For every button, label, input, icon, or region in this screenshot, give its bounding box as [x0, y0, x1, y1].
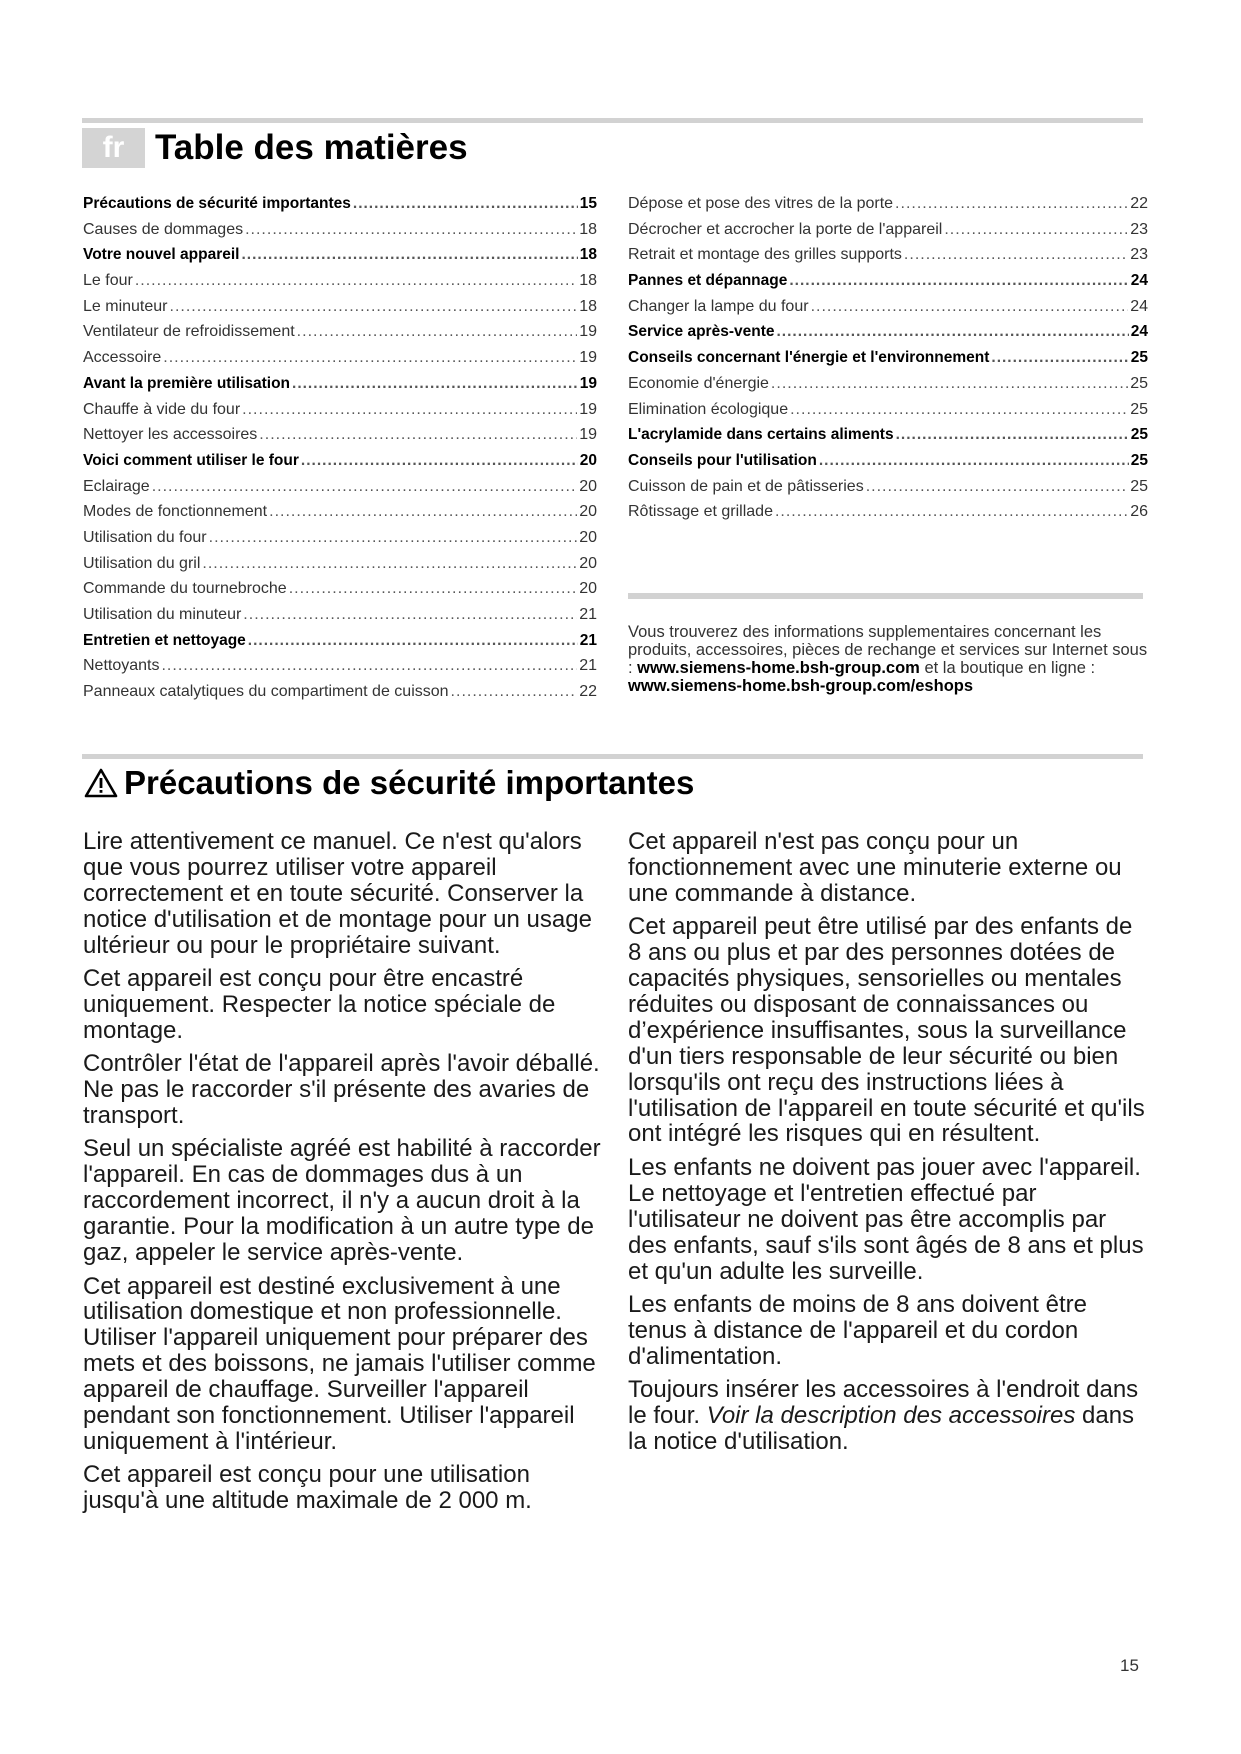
- toc-entry-page: 21: [579, 657, 597, 675]
- toc-leader-dots: [904, 246, 1128, 264]
- toc-entry-label: Nettoyer les accessoires: [83, 426, 258, 444]
- toc-entry-label: Panneaux catalytiques du compartiment de cuisson: [83, 683, 449, 701]
- toc-leader-dots: [269, 503, 577, 521]
- toc-entry[interactable]: [83, 221, 597, 247]
- toc-entry-page: 19: [579, 374, 597, 392]
- toc-entry-page: 25: [1130, 400, 1148, 418]
- toc-entry-page: 20: [579, 528, 597, 546]
- safety-paragraph: Les enfants de moins de 8 ans doivent être tenus à distance de l'appareil et du cordon d'alimentation.: [628, 1290, 1087, 1370]
- toc-entry-label: Avant la première utilisation: [83, 374, 291, 392]
- toc-leader-dots: [790, 401, 1128, 419]
- toc-leader-dots: [170, 298, 578, 316]
- toc-entry-label: Chauffe à vide du four: [83, 400, 241, 418]
- website-link[interactable]: www.siemens-home.bsh-group.com: [637, 659, 920, 677]
- toc-entry-page: 21: [579, 631, 597, 649]
- toc-entry-page: 22: [579, 683, 597, 701]
- toc-leader-dots: [248, 632, 578, 650]
- toc-leader-dots: [241, 246, 577, 264]
- toc-entry[interactable]: [628, 221, 1148, 247]
- safety-paragraph: Cet appareil peut être utilisé par des enfants de 8 ans ou plus et par des personnes dotées de capacités physiques, sensorielles ou mentales réduites ou disposant de connaissances ou d’expérience insuffisantes, sous la surveillance d'un tiers responsable de leur sécurité ou bien lorsqu'ils ont reçu des instructions liées à l'utilisation de l'appareil en toute sécurité et qu'ils ont intégré les risques qui en résultent.: [628, 913, 1145, 1148]
- toc-entry-page: 24: [1130, 297, 1148, 315]
- toc-entry[interactable]: [83, 632, 597, 658]
- toc-entry-label: Pannes et dépannage: [628, 272, 788, 290]
- toc-entry[interactable]: [628, 375, 1148, 401]
- info-rule: [628, 593, 1143, 599]
- toc-entry-label: Votre nouvel appareil: [83, 246, 240, 264]
- toc-leader-dots: [161, 657, 577, 675]
- safety-paragraph: Contrôler l'état de l'appareil après l'avoir déballé. Ne pas le raccorder s'il présente des avaries de transport.: [83, 1050, 600, 1130]
- toc-entry-label: Causes de dommages: [83, 220, 244, 238]
- toc-entry-page: 20: [579, 451, 597, 469]
- toc-entry-page: 20: [579, 554, 597, 572]
- safety-paragraph: Cet appareil n'est pas conçu pour un fonctionnement avec une minuterie externe ou une commande à distance.: [628, 828, 1122, 907]
- toc-leader-dots: [771, 375, 1128, 393]
- toc-leader-dots: [866, 478, 1129, 496]
- toc-entry-label: Utilisation du minuteur: [83, 606, 242, 623]
- toc-entry-page: 19: [579, 400, 597, 418]
- toc-entry[interactable]: [628, 401, 1148, 427]
- toc-entry-page: 20: [579, 503, 597, 521]
- toc-leader-dots: [245, 221, 577, 239]
- toc-entry-page: 25: [1130, 426, 1148, 444]
- toc-entry[interactable]: [83, 503, 597, 529]
- toc-entry-label: Elimination écologique: [628, 400, 789, 418]
- toc-entry-page: 18: [579, 272, 597, 290]
- toc-entry[interactable]: [628, 298, 1148, 324]
- top-rule: [82, 118, 1143, 123]
- toc-entry-label: L'acrylamide dans certains aliments: [628, 426, 894, 444]
- toc-entry[interactable]: [83, 606, 597, 632]
- toc-leader-dots: [259, 426, 577, 444]
- toc-entry-page: 18: [579, 246, 597, 264]
- info-text-1: Vous trouverez des informations supplementaires concernant les produits, accessoires, pièces de rechange et services sur Internet sous :: [628, 623, 1148, 677]
- safety-paragraph: Lire attentivement ce manuel. Ce n'est qu'alors que vous pourrez utiliser votre appareil correctement et en toute sécurité. Conserver la notice d'utilisation et de montage pour un usage ultérieur ou pour le propriétaire suivant.: [83, 828, 592, 959]
- toc-leader-dots: [895, 195, 1128, 213]
- toc-entry[interactable]: [83, 349, 597, 375]
- toc-entry-label: Retrait et montage des grilles supports: [628, 246, 902, 264]
- toc-entry-label: Accessoire: [83, 349, 162, 367]
- toc-leader-dots: [292, 375, 578, 393]
- safety-paragraph: Toujours insérer les accessoires à l'endroit dans le four. Voir la description des accessoires dans la notice d'utilisation.: [628, 1376, 1139, 1455]
- toc-entry[interactable]: [628, 452, 1148, 478]
- toc-entry-page: 23: [1130, 220, 1148, 238]
- toc-entry[interactable]: [83, 580, 597, 606]
- toc-leader-dots: [991, 349, 1128, 367]
- toc-entry[interactable]: [628, 323, 1148, 349]
- toc-entry-label: Modes de fonctionnement: [83, 503, 268, 521]
- toc-right-column: [628, 195, 1148, 529]
- toc-entry-page: 18: [579, 297, 597, 315]
- toc-entry[interactable]: [628, 426, 1148, 452]
- toc-entry-label: Utilisation du four: [83, 528, 207, 546]
- toc-leader-dots: [209, 529, 578, 547]
- toc-entry[interactable]: [83, 683, 597, 709]
- safety-paragraph: Les enfants ne doivent pas jouer avec l'appareil. Le nettoyage et l'entretien effectué par l'utilisateur ne doivent pas être accomplis par des enfants, sauf s'ils sont âgés de 8 ans et plus et qu'un adulte les surveille.: [628, 1153, 1144, 1285]
- safety-paragraph: Cet appareil est conçu pour une utilisation jusqu'à une altitude maximale de 2 000 m.: [83, 1461, 532, 1515]
- toc-entry-label: Voici comment utiliser le four: [83, 451, 299, 469]
- toc-entry-label: Décrocher et accrocher la porte de l'appareil: [628, 220, 943, 238]
- info-text-2: et la boutique en ligne :: [919, 659, 1096, 677]
- toc-entry-page: 24: [1130, 323, 1148, 341]
- toc-entry-page: 21: [579, 606, 597, 623]
- toc-entry[interactable]: [628, 246, 1148, 272]
- toc-entry[interactable]: [83, 246, 597, 272]
- toc-entry-page: 20: [579, 477, 597, 495]
- eshop-link[interactable]: www.siemens-home.bsh-group.com/eshops: [628, 677, 974, 695]
- toc-entry[interactable]: [83, 657, 597, 683]
- language-tag: fr: [82, 128, 145, 168]
- toc-entry[interactable]: [628, 349, 1148, 375]
- toc-entry-label: Utilisation du gril: [83, 554, 201, 572]
- toc-entry-page: 25: [1130, 477, 1148, 495]
- toc-entry-label: Conseils pour l'utilisation: [628, 451, 817, 469]
- toc-entry[interactable]: [83, 323, 597, 349]
- toc-entry[interactable]: [83, 452, 597, 478]
- toc-entry[interactable]: [83, 478, 597, 504]
- toc-entry-label: Economie d'énergie: [628, 374, 769, 392]
- toc-leader-dots: [819, 452, 1129, 470]
- toc-entry[interactable]: [83, 426, 597, 452]
- toc-leader-dots: [135, 272, 577, 290]
- toc-entry[interactable]: [628, 503, 1148, 529]
- toc-entry-page: 22: [1130, 195, 1148, 212]
- toc-leader-dots: [944, 221, 1128, 239]
- toc-entry[interactable]: [83, 195, 597, 221]
- toc-entry-page: 19: [579, 426, 597, 444]
- toc-entry-page: 23: [1130, 246, 1148, 264]
- toc-entry-label: Service après-vente: [628, 323, 775, 341]
- toc-entry-label: Eclairage: [83, 477, 150, 495]
- toc-entry[interactable]: [83, 529, 597, 555]
- toc-entry-page: 25: [1130, 374, 1148, 392]
- page-title: Table des matières: [155, 128, 468, 167]
- toc-leader-dots: [353, 195, 578, 213]
- toc-entry-label: Précautions de sécurité importantes: [83, 195, 351, 212]
- safety-paragraph: Seul un spécialiste agréé est habilité à raccorder l'appareil. En cas de dommages dus à un raccordement incorrect, il n'y a aucun droit à la garantie. Pour la modification à un autre type de gaz, appeler le service après-vente.: [83, 1135, 601, 1267]
- toc-leader-dots: [301, 452, 578, 470]
- cross-reference: Voir la description des accessoires: [706, 1402, 1076, 1430]
- toc-entry-label: Conseils concernant l'énergie et l'environnement: [628, 349, 990, 367]
- toc-leader-dots: [242, 401, 577, 419]
- toc-entry[interactable]: [83, 375, 597, 401]
- safety-left-column: [83, 829, 603, 1522]
- toc-entry-label: Le minuteur: [83, 297, 168, 315]
- toc-leader-dots: [811, 298, 1129, 316]
- toc-leader-dots: [775, 503, 1128, 521]
- toc-entry-label: Rôtissage et grillade: [628, 503, 773, 521]
- toc-entry-page: 26: [1130, 503, 1148, 521]
- safety-paragraph: Cet appareil est conçu pour être encastré uniquement. Respecter la notice spéciale de montage.: [83, 965, 556, 1044]
- toc-entry-page: 19: [579, 323, 597, 341]
- toc-entry-page: 24: [1130, 272, 1148, 290]
- safety-right-column: [628, 829, 1148, 1462]
- toc-leader-dots: [789, 272, 1128, 290]
- toc-entry-page: 20: [579, 580, 597, 598]
- toc-entry[interactable]: [628, 195, 1148, 221]
- toc-entry-page: 19: [579, 349, 597, 367]
- toc-entry[interactable]: [83, 555, 597, 581]
- safety-heading-text: Précautions de sécurité importantes: [124, 764, 695, 801]
- toc-entry-page: 25: [1130, 349, 1148, 367]
- toc-entry-label: Commande du tournebroche: [83, 580, 287, 598]
- toc-entry-page: 18: [579, 220, 597, 238]
- section-rule: [82, 754, 1143, 759]
- warning-triangle-icon: [84, 767, 118, 799]
- toc-entry-page: 25: [1130, 451, 1148, 469]
- toc-entry-label: Nettoyants: [83, 657, 160, 675]
- toc-leader-dots: [776, 323, 1128, 341]
- toc-leader-dots: [297, 323, 578, 341]
- toc-entry[interactable]: [83, 401, 597, 427]
- toc-entry-label: Cuisson de pain et de pâtisseries: [628, 477, 864, 495]
- toc-leader-dots: [152, 478, 578, 496]
- safety-paragraph: Cet appareil est destiné exclusivement à une utilisation domestique et non professionnelle. Utiliser l'appareil uniquement pour préparer des mets et des boissons, ne jamais l'utiliser comme appareil de chauffage. Surveiller l'appareil pendant son fonctionnement. Utiliser l'appareil uniquement à l'intérieur.: [83, 1272, 596, 1455]
- toc-entry[interactable]: [628, 478, 1148, 504]
- toc-entry-label: Ventilateur de refroidissement: [83, 323, 295, 341]
- toc-leader-dots: [289, 580, 578, 598]
- toc-leader-dots: [896, 426, 1129, 444]
- toc-entry-label: Entretien et nettoyage: [83, 631, 246, 649]
- toc-leader-dots: [202, 555, 577, 573]
- toc-entry-label: Dépose et pose des vitres de la porte: [628, 195, 894, 212]
- page-number: 15: [1120, 1656, 1139, 1675]
- info-note: [628, 623, 1148, 695]
- toc-entry[interactable]: [628, 272, 1148, 298]
- safety-heading: [84, 760, 694, 806]
- toc-leader-dots: [243, 606, 577, 624]
- toc-entry-label: Le four: [83, 272, 133, 290]
- toc-entry[interactable]: [83, 298, 597, 324]
- toc-entry[interactable]: [83, 272, 597, 298]
- toc-left-column: [83, 195, 597, 709]
- toc-entry-page: 15: [579, 195, 597, 212]
- toc-entry-label: Changer la lampe du four: [628, 297, 809, 315]
- toc-leader-dots: [451, 683, 578, 701]
- toc-leader-dots: [163, 349, 577, 367]
